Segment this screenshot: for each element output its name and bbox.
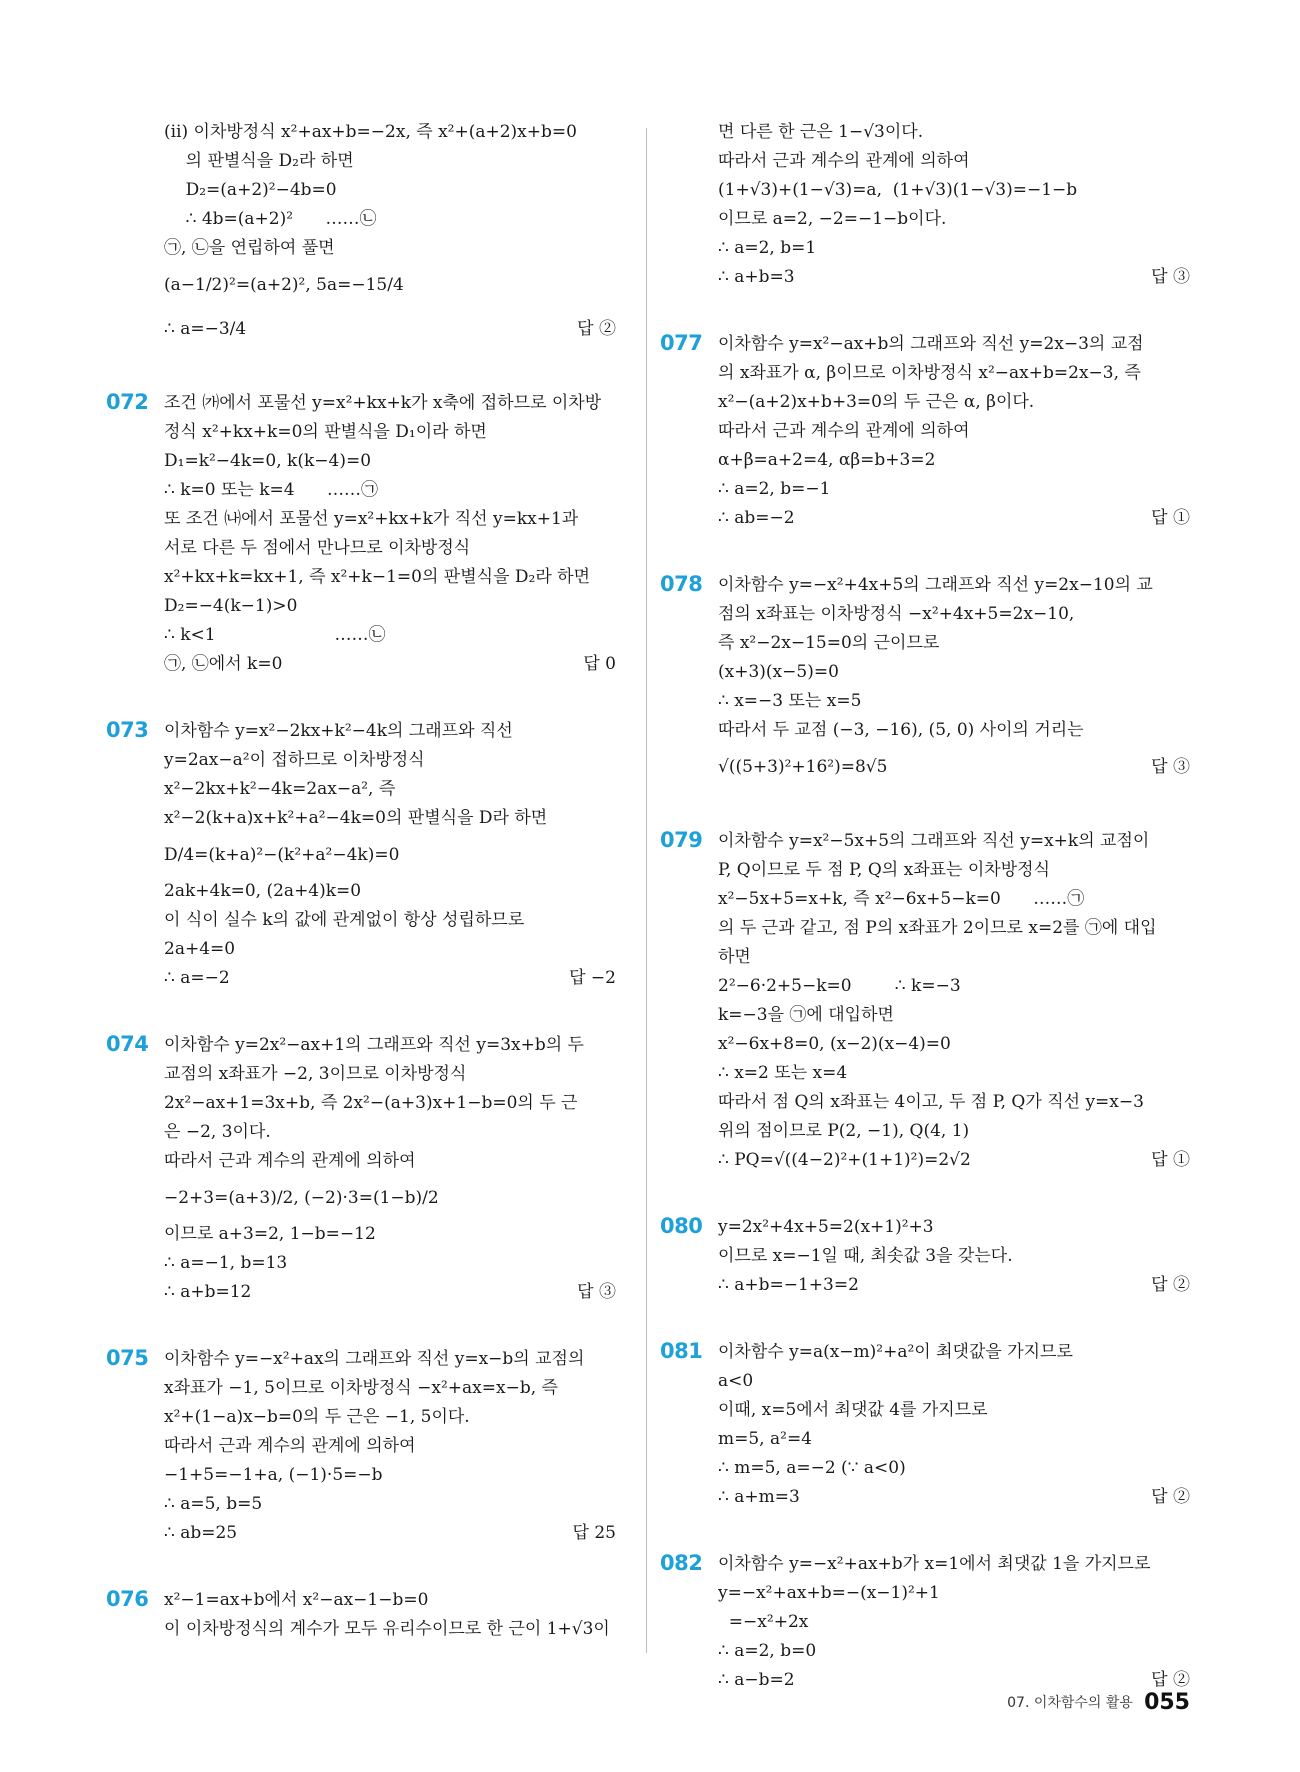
solution-line: x²−1=ax+b에서 x²−ax−1−b=0 bbox=[164, 1590, 429, 1610]
problem-080 bbox=[660, 1213, 1190, 1300]
solution-line: 면 다른 한 근은 1−√3이다. bbox=[718, 122, 924, 142]
page-footer bbox=[1007, 1690, 1190, 1715]
solution-line: 즉 x²−2x−15=0의 근이므로 bbox=[718, 633, 940, 653]
solution-line: 따라서 근과 계수의 관계에 의하여 bbox=[718, 151, 970, 171]
right-column bbox=[660, 118, 1190, 1695]
solution-line: ∴ ab=−2 bbox=[718, 508, 795, 528]
page-number: 055 bbox=[1144, 1690, 1190, 1715]
problem-078 bbox=[660, 571, 1190, 789]
solution-line: 2x²−ax+1=3x+b, 즉 2x²−(a+3)x+1−b=0의 두 근 bbox=[164, 1093, 578, 1113]
solution-line: α+β=a+2=4, αβ=b+3=2 bbox=[718, 450, 936, 470]
problem-number: 076 bbox=[106, 1587, 149, 1611]
solution-line: 이 식이 실수 k의 값에 관계없이 항상 성립하므로 bbox=[164, 910, 525, 930]
problem-number: 081 bbox=[660, 1339, 703, 1363]
solution-line: D₂=(a+2)²−4b=0 bbox=[164, 180, 337, 200]
solution-line: ∴ a=−3/4 bbox=[164, 319, 247, 339]
solution-line: ∴ 4b=(a+2)² ……㉡ bbox=[164, 209, 377, 229]
answer-label: 답 ② bbox=[1151, 1275, 1190, 1295]
solution-line: ∴ a=5, b=5 bbox=[164, 1494, 263, 1514]
answer-label: 답 ③ bbox=[1151, 267, 1190, 287]
solution-line: ∴ k<1 ……㉡ bbox=[164, 625, 386, 645]
solution-line: 이차함수 y=x²−2kx+k²−4k의 그래프와 직선 bbox=[164, 721, 513, 741]
solution-line: ∴ a=2, b=1 bbox=[718, 238, 817, 258]
problem-number: 075 bbox=[106, 1346, 149, 1370]
problem-continued bbox=[106, 118, 616, 351]
solution-line: ∴ a−b=2 bbox=[718, 1670, 795, 1690]
solution-line: 이때, x=5에서 최댓값 4를 가지므로 bbox=[718, 1400, 988, 1420]
solution-line: 점의 x좌표는 이차방정식 −x²+4x+5=2x−10, bbox=[718, 604, 1075, 624]
solution-line: ∴ a+b=−1+3=2 bbox=[718, 1275, 859, 1295]
solution-line: 2ak+4k=0, (2a+4)k=0 bbox=[164, 881, 362, 901]
solution-line: 따라서 점 Q의 x좌표는 4이고, 두 점 P, Q가 직선 y=x−3 bbox=[718, 1092, 1144, 1112]
solution-line: y=2x²+4x+5=2(x+1)²+3 bbox=[718, 1217, 934, 1237]
solution-line: 의 x좌표가 α, β이므로 이차방정식 x²−ax+b=2x−3, 즉 bbox=[718, 363, 1141, 383]
solution-line: 따라서 근과 계수의 관계에 의하여 bbox=[164, 1436, 416, 1456]
solution-line: x²−2kx+k²−4k=2ax−a², 즉 bbox=[164, 779, 396, 799]
solution-line: 하면 bbox=[718, 947, 751, 967]
solution-line: 이 이차방정식의 계수가 모두 유리수이므로 한 근이 1+√3이 bbox=[164, 1619, 610, 1639]
solution-line: x좌표가 −1, 5이므로 이차방정식 −x²+ax=x−b, 즉 bbox=[164, 1378, 558, 1398]
solution-line: 서로 다른 두 점에서 만나므로 이차방정식 bbox=[164, 538, 471, 558]
solution-line: 이므로 a+3=2, 1−b=−12 bbox=[164, 1224, 376, 1244]
solution-line: 이차함수 y=a(x−m)²+a²이 최댓값을 가지므로 bbox=[718, 1342, 1073, 1362]
problem-number: 082 bbox=[660, 1551, 703, 1575]
solution-line: D₁=k²−4k=0, k(k−4)=0 bbox=[164, 451, 372, 471]
solution-line: 이차함수 y=2x²−ax+1의 그래프와 직선 y=3x+b의 두 bbox=[164, 1035, 584, 1055]
answer-label: 답 ① bbox=[1151, 1150, 1190, 1170]
problem-075 bbox=[106, 1345, 616, 1548]
solution-line: ∴ m=5, a=−2 (∵ a<0) bbox=[718, 1458, 906, 1478]
solution-line: −2+3=(a+3)/2, (−2)·3=(1−b)/2 bbox=[164, 1188, 439, 1208]
solution-line: 이므로 x=−1일 때, 최솟값 3을 갖는다. bbox=[718, 1246, 1013, 1266]
problem-number: 078 bbox=[660, 572, 703, 596]
solution-line: ∴ a=−1, b=13 bbox=[164, 1253, 288, 1273]
solution-line: x²+(1−a)x−b=0의 두 근은 −1, 5이다. bbox=[164, 1407, 470, 1427]
solution-line: x²−6x+8=0, (x−2)(x−4)=0 bbox=[718, 1034, 951, 1054]
solution-line: 조건 ㈎에서 포물선 y=x²+kx+k가 x축에 접하므로 이차방 bbox=[164, 393, 602, 413]
solution-line: 의 판별식을 D₂라 하면 bbox=[164, 151, 354, 171]
solution-line: ∴ a+m=3 bbox=[718, 1487, 800, 1507]
solution-line: 정식 x²+kx+k=0의 판별식을 D₁이라 하면 bbox=[164, 422, 487, 442]
problem-072 bbox=[106, 389, 616, 679]
answer-label: 답 ③ bbox=[577, 1282, 616, 1302]
solution-line: ∴ x=2 또는 x=4 bbox=[718, 1063, 848, 1083]
solution-line: 은 −2, 3이다. bbox=[164, 1122, 271, 1142]
solution-line: 교점의 x좌표가 −2, 3이므로 이차방정식 bbox=[164, 1064, 467, 1084]
left-column bbox=[106, 118, 616, 1644]
answer-label: 답 25 bbox=[572, 1523, 616, 1543]
solution-line: 이차함수 y=x²−ax+b의 그래프와 직선 y=2x−3의 교점 bbox=[718, 334, 1144, 354]
solution-line: y=2ax−a²이 접하므로 이차방정식 bbox=[164, 750, 425, 770]
solution-line: =−x²+2x bbox=[718, 1612, 809, 1632]
solution-line: −1+5=−1+a, (−1)·5=−b bbox=[164, 1465, 383, 1485]
solution-line: ∴ k=0 또는 k=4 ……㉠ bbox=[164, 480, 379, 500]
answer-label: 답 ② bbox=[1151, 1487, 1190, 1507]
solution-line: 이차함수 y=−x²+ax의 그래프와 직선 y=x−b의 교점의 bbox=[164, 1349, 585, 1369]
problem-077 bbox=[660, 330, 1190, 533]
answer-label: 답 ② bbox=[1151, 1670, 1190, 1690]
solution-line: m=5, a²=4 bbox=[718, 1429, 812, 1449]
solution-line: x²+kx+k=kx+1, 즉 x²+k−1=0의 판별식을 D₂라 하면 bbox=[164, 567, 591, 587]
problem-number: 079 bbox=[660, 828, 703, 852]
solution-line: x²−5x+5=x+k, 즉 x²−6x+5−k=0 ……㉠ bbox=[718, 889, 1085, 909]
solution-line: (x+3)(x−5)=0 bbox=[718, 662, 839, 682]
solution-line: ∴ a=−2 bbox=[164, 968, 230, 988]
solution-line: 이차함수 y=−x²+ax+b가 x=1에서 최댓값 1을 가지므로 bbox=[718, 1554, 1151, 1574]
solution-line: ∴ a=2, b=0 bbox=[718, 1641, 817, 1661]
problem-number: 080 bbox=[660, 1214, 703, 1238]
solution-line: ∴ a+b=3 bbox=[718, 267, 795, 287]
solution-line: 따라서 두 교점 (−3, −16), (5, 0) 사이의 거리는 bbox=[718, 720, 1084, 740]
solution-line: (1+√3)+(1−√3)=a, (1+√3)(1−√3)=−1−b bbox=[718, 180, 1078, 200]
problem-continued bbox=[660, 118, 1190, 292]
answer-label: 답 −2 bbox=[569, 968, 616, 988]
solution-line: ∴ PQ=√((4−2)²+(1+1)²)=2√2 bbox=[718, 1150, 971, 1170]
answer-label: 답 ② bbox=[577, 319, 616, 339]
solution-line: x²−(a+2)x+b+3=0의 두 근은 α, β이다. bbox=[718, 392, 1035, 412]
solution-line: ∴ a+b=12 bbox=[164, 1282, 252, 1302]
solution-line: k=−3을 ㉠에 대입하면 bbox=[718, 1005, 894, 1025]
problem-number: 073 bbox=[106, 718, 149, 742]
solution-line: y=−x²+ax+b=−(x−1)²+1 bbox=[718, 1583, 940, 1603]
solution-line: ∴ x=−3 또는 x=5 bbox=[718, 691, 862, 711]
solution-line: 따라서 근과 계수의 관계에 의하여 bbox=[718, 421, 970, 441]
problem-073 bbox=[106, 717, 616, 993]
solution-line: 의 두 근과 같고, 점 P의 x좌표가 2이므로 x=2를 ㉠에 대입 bbox=[718, 918, 1157, 938]
answer-label: 답 ③ bbox=[1151, 757, 1190, 777]
solution-line: (a−1/2)²=(a+2)², 5a=−15/4 bbox=[164, 275, 404, 295]
solution-line: ㉠, ㉡을 연립하여 풀면 bbox=[164, 238, 335, 258]
problem-number: 077 bbox=[660, 331, 703, 355]
problem-079 bbox=[660, 827, 1190, 1175]
solution-line: (ⅱ) 이차방정식 x²+ax+b=−2x, 즉 x²+(a+2)x+b=0 bbox=[164, 122, 577, 142]
solution-line: 2²−6·2+5−k=0 ∴ k=−3 bbox=[718, 976, 961, 996]
solution-line: ∴ a=2, b=−1 bbox=[718, 479, 831, 499]
column-divider bbox=[646, 128, 647, 1653]
solution-line: 따라서 근과 계수의 관계에 의하여 bbox=[164, 1151, 416, 1171]
solution-line: D₂=−4(k−1)>0 bbox=[164, 596, 298, 616]
chapter-title: 07. 이차함수의 활용 bbox=[1007, 1695, 1133, 1711]
solution-line: P, Q이므로 두 점 P, Q의 x좌표는 이차방정식 bbox=[718, 860, 1050, 880]
solution-line: 2a+4=0 bbox=[164, 939, 236, 959]
answer-label: 답 ① bbox=[1151, 508, 1190, 528]
solution-line: D/4=(k+a)²−(k²+a²−4k)=0 bbox=[164, 845, 400, 865]
answer-label: 답 0 bbox=[583, 654, 616, 674]
solution-line: ㉠, ㉡에서 k=0 bbox=[164, 654, 283, 674]
problem-082 bbox=[660, 1550, 1190, 1695]
problem-074 bbox=[106, 1031, 616, 1307]
solution-line: a<0 bbox=[718, 1371, 754, 1391]
solution-line: 위의 점이므로 P(2, −1), Q(4, 1) bbox=[718, 1121, 970, 1141]
problem-081 bbox=[660, 1338, 1190, 1512]
solution-line: ∴ ab=25 bbox=[164, 1523, 238, 1543]
problem-number: 074 bbox=[106, 1032, 149, 1056]
solution-line: 이차함수 y=x²−5x+5의 그래프와 직선 y=x+k의 교점이 bbox=[718, 831, 1150, 851]
solution-line: x²−2(k+a)x+k²+a²−4k=0의 판별식을 D라 하면 bbox=[164, 808, 548, 828]
solution-line: 이차함수 y=−x²+4x+5의 그래프와 직선 y=2x−10의 교 bbox=[718, 575, 1153, 595]
problem-076 bbox=[106, 1586, 616, 1644]
solution-line: 또 조건 ㈏에서 포물선 y=x²+kx+k가 직선 y=kx+1과 bbox=[164, 509, 579, 529]
solution-line: 이므로 a=2, −2=−1−b이다. bbox=[718, 209, 947, 229]
problem-number: 072 bbox=[106, 390, 149, 414]
solution-line: √((5+3)²+16²)=8√5 bbox=[718, 757, 888, 777]
